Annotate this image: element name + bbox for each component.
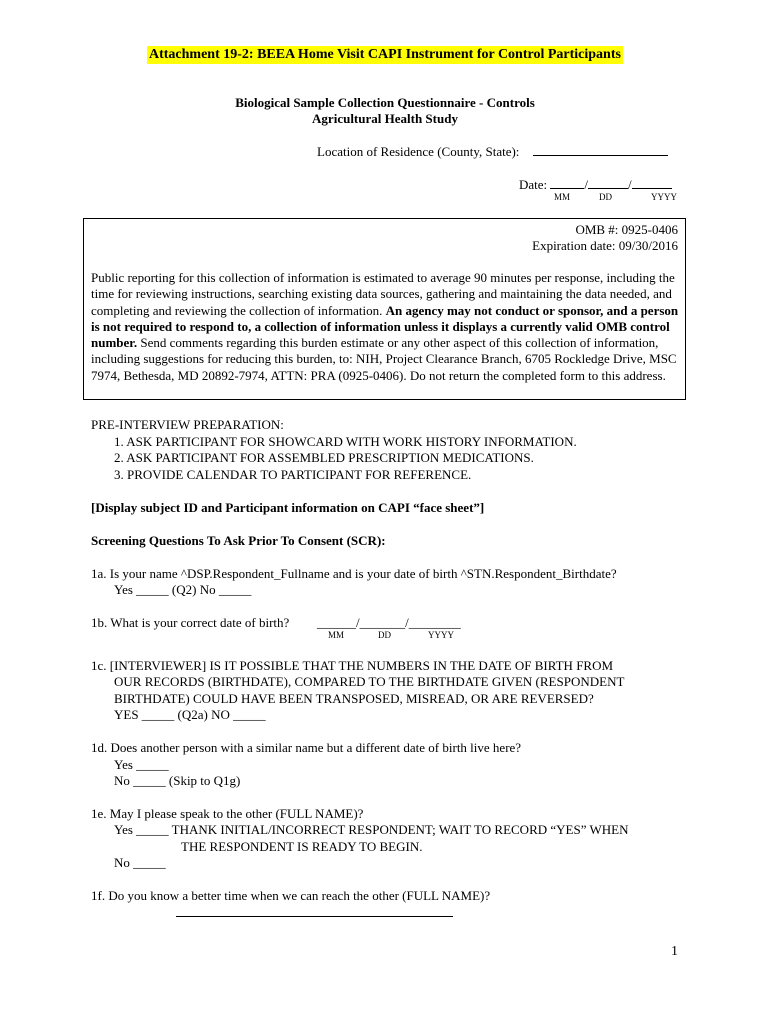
- date-yyyy-blank[interactable]: [632, 176, 672, 189]
- q1d-no[interactable]: No _____ (Skip to Q1g): [114, 773, 241, 788]
- q1e-no[interactable]: No _____: [114, 855, 166, 870]
- display-note: [Display subject ID and Participant information on CAPI “face sheet”]: [91, 500, 485, 515]
- prep-item-1: 1. ASK PARTICIPANT FOR SHOWCARD WITH WORK HISTORY INFORMATION.: [114, 434, 577, 449]
- location-blank[interactable]: [533, 143, 668, 156]
- date-label: Date:: [519, 177, 548, 192]
- date-yyyy-caption: YYYY: [651, 192, 677, 202]
- prep-heading: PRE-INTERVIEW PREPARATION:: [91, 417, 284, 432]
- date-field: Date: / /: [519, 176, 672, 193]
- q1e-text: 1e. May I please speak to the other (FULL NAME)?: [91, 806, 364, 821]
- q1e-yes-continued: THE RESPONDENT IS READY TO BEGIN.: [181, 839, 423, 854]
- date-dd-caption: DD: [599, 192, 612, 202]
- questionnaire-subtitle: Biological Sample Collection Questionnaire - Controls: [235, 95, 535, 110]
- q1f-text: 1f. Do you know a better time when we can reach the other (FULL NAME)?: [91, 888, 491, 903]
- q1b-yyyy-caption: YYYY: [428, 630, 454, 640]
- q1d-text: 1d. Does another person with a similar name but a different date of birth live here?: [91, 740, 522, 755]
- q1f-answer-line[interactable]: [176, 916, 453, 917]
- burden-text-1: Public reporting for this collection of information is estimated to average 90 minutes per response, including the time for reviewing instructions, searching existing data sources, gathering and maintaining the data needed, and completing and reviewing the collection of information.: [91, 270, 675, 318]
- burden-text-2: Send comments regarding this burden estimate or any other aspect of this collection of information, including suggestions for reducing this burden, to: NIH, Project Clearance Branch, 6705 Rockledge Drive, MSC 7974, Bethesda, MD 20892-7974, ATTN: PRA (0925-0406). Do not return the completed form to this address.: [91, 335, 677, 383]
- omb-expiration: Expiration date: 09/30/2016: [532, 238, 678, 253]
- page-number: 1: [671, 944, 678, 959]
- burden-text-bold: An agency may not conduct or sponsor, and a person is not required to respond to, a collection of information unless it displays a currently valid OMB control number.: [91, 302, 679, 351]
- prep-item-3: 3. PROVIDE CALENDAR TO PARTICIPANT FOR REFERENCE.: [114, 467, 472, 482]
- location-field: [317, 143, 668, 160]
- q1b-dd-caption: DD: [378, 630, 391, 640]
- q1b-text: 1b. What is your correct date of birth?: [91, 615, 290, 630]
- q1b-date-blank[interactable]: ______/_______/________: [317, 615, 461, 630]
- omb-number: OMB #: 0925-0406: [575, 222, 678, 237]
- q1c-line-3: BIRTHDATE) COULD HAVE BEEN TRANSPOSED, MISREAD, OR ARE REVERSED?: [114, 691, 594, 706]
- q1c-line-2: OUR RECORDS (BIRTHDATE), COMPARED TO THE BIRTHDATE GIVEN (RESPONDENT: [114, 674, 625, 689]
- q1d-yes[interactable]: Yes _____: [114, 757, 169, 772]
- omb-notice-box: [83, 218, 686, 400]
- q1e-yes[interactable]: Yes _____ THANK INITIAL/INCORRECT RESPONDENT; WAIT TO RECORD “YES” WHEN: [114, 822, 629, 837]
- prep-item-2: 2. ASK PARTICIPANT FOR ASSEMBLED PRESCRIPTION MEDICATIONS.: [114, 450, 534, 465]
- date-mm-blank[interactable]: [550, 176, 584, 189]
- q1a-answer[interactable]: Yes _____ (Q2) No _____: [114, 582, 252, 597]
- q1b-mm-caption: MM: [328, 630, 345, 640]
- date-dd-blank[interactable]: [588, 176, 628, 189]
- study-name: Agricultural Health Study: [312, 111, 458, 126]
- q1c-line-1: 1c. [INTERVIEWER] IS IT POSSIBLE THAT THE NUMBERS IN THE DATE OF BIRTH FROM: [91, 658, 614, 673]
- burden-statement: [91, 270, 681, 384]
- q1a-text: 1a. Is your name ^DSP.Respondent_Fullname and is your date of birth ^STN.Respondent_Birthdate?: [91, 566, 617, 581]
- q1c-answer[interactable]: YES _____ (Q2a) NO _____: [114, 707, 266, 722]
- document-title: Attachment 19-2: BEEA Home Visit CAPI Instrument for Control Participants: [149, 47, 621, 62]
- screening-heading: Screening Questions To Ask Prior To Consent (SCR):: [91, 533, 386, 548]
- date-mm-caption: MM: [554, 192, 571, 202]
- location-label: Location of Residence (County, State):: [317, 144, 520, 159]
